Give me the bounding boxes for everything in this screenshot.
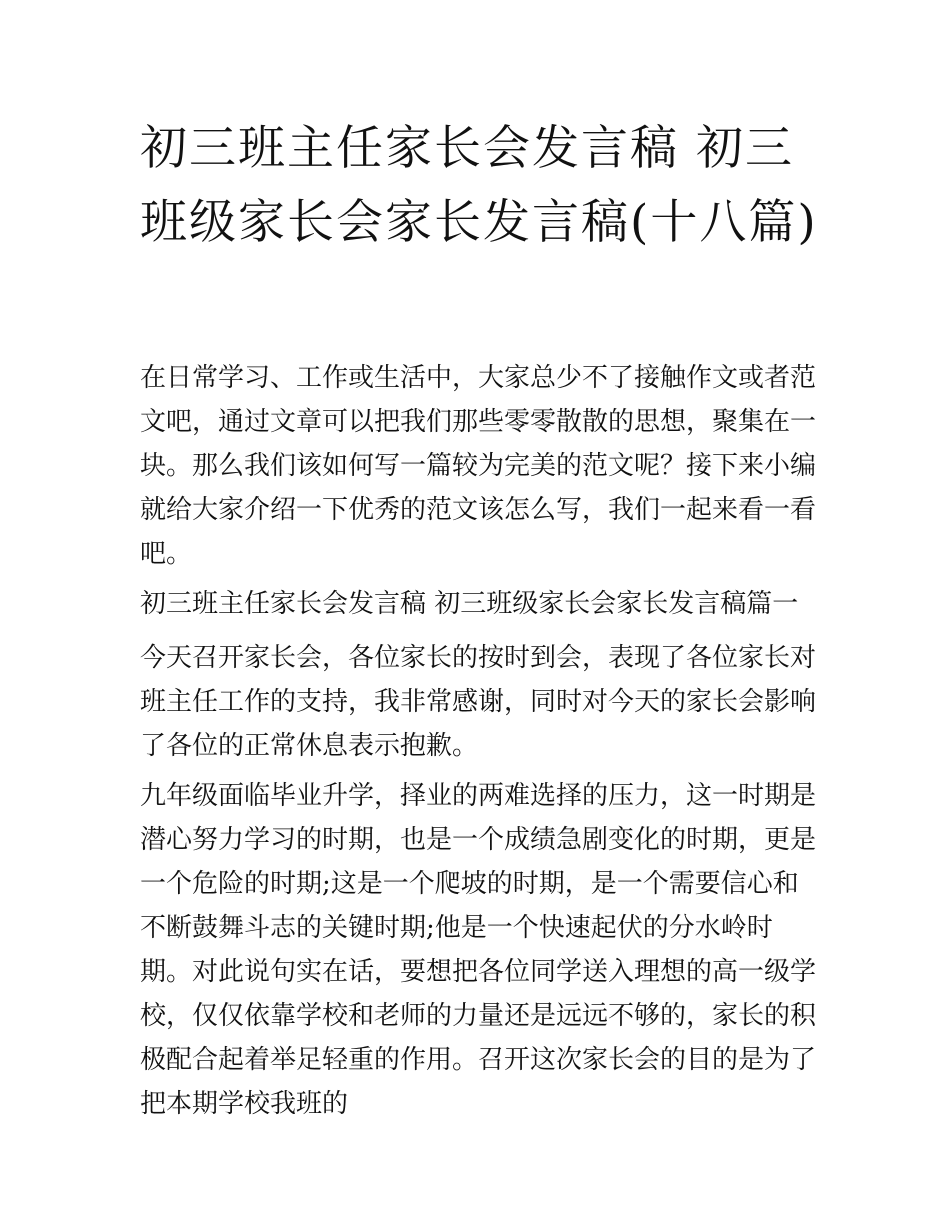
intro-paragraph: 在日常学习、工作或生活中，大家总少不了接触作文或者范文吧，通过文章可以把我们那些零零散散的思想，聚集在一块。那么我们该如何写一篇较为完美的范文呢？接下来小编就给大家介绍一下优秀的范文该怎么写，我们一起来看一看吧。 [140, 363, 817, 569]
document-body [140, 356, 820, 1132]
body-paragraph: 今天召开家长会，各位家长的按时到会，表现了各位家长对班主任工作的支持，我非常感谢，同时对今天的家长会影响了各位的正常休息表示抱歉。 [140, 643, 817, 761]
body-paragraph: 九年级面临毕业升学，择业的两难选择的压力，这一时期是潜心努力学习的时期，也是一个成绩急剧变化的时期，更是一个危险的时期;这是一个爬坡的时期，是一个需要信心和不断鼓舞斗志的关键时期;他是一个快速起伏的分水岭时期。对此说句实在话，要想把各位同学送入理想的高一级学校，仅仅依靠学校和老师的力量还是远远不够的，家长的积极配合起着举足轻重的作用。召开这次家长会的目的是为了把本期学校我班的 [140, 781, 817, 1119]
document-title: 初三班主任家长会发言稿 初三班级家长会家长发言稿(十八篇) [140, 121, 818, 250]
section-heading: 初三班主任家长会发言稿 初三班级家长会家长发言稿篇一 [140, 589, 799, 619]
